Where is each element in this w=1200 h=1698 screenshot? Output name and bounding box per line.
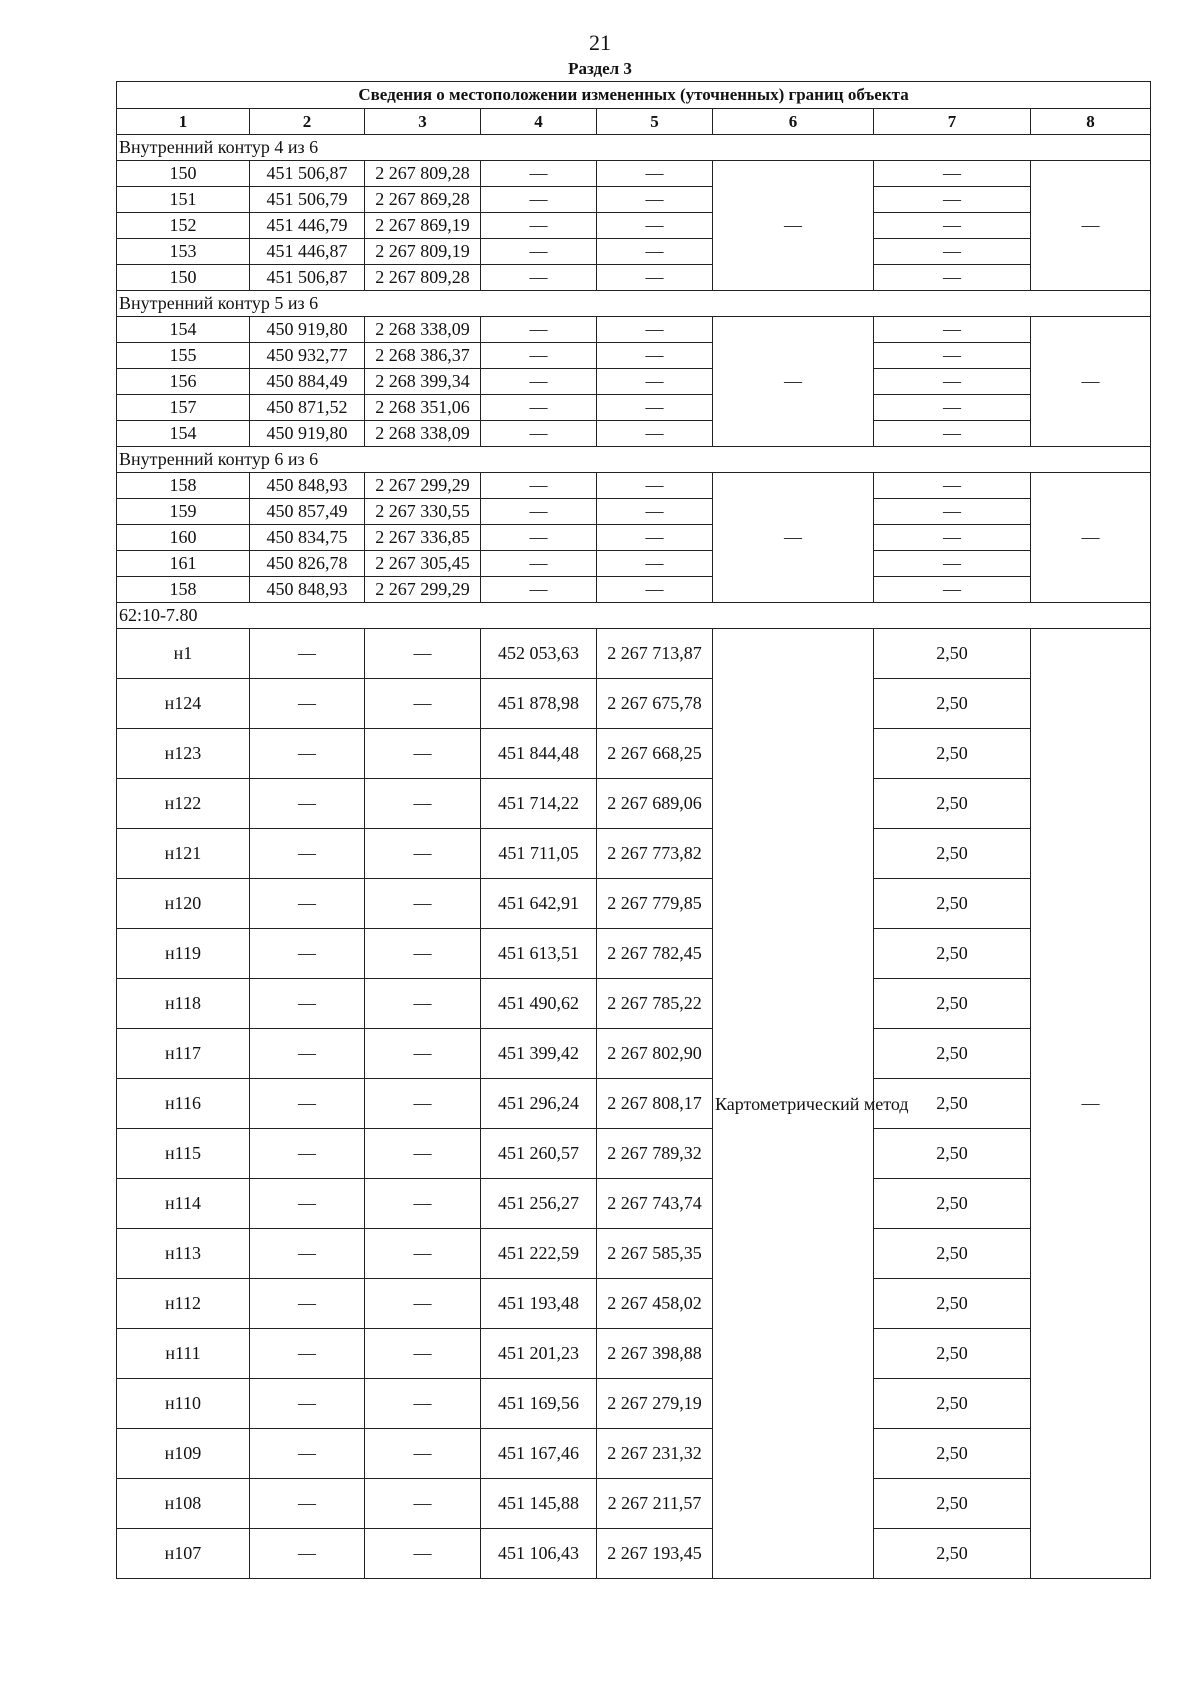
- coordinate-y-existing: 2 267 299,29: [365, 473, 481, 499]
- table-row: [117, 1129, 1151, 1179]
- coordinate-y-new: —: [597, 421, 713, 447]
- table-row: [117, 265, 1151, 291]
- accuracy-cell: —: [874, 577, 1031, 603]
- coordinate-x-new: 451 167,46: [481, 1429, 597, 1479]
- coordinate-y-existing: 2 268 338,09: [365, 317, 481, 343]
- coordinate-x-existing: —: [250, 1129, 365, 1179]
- point-number: н112: [117, 1279, 250, 1329]
- method-cell: —: [713, 473, 874, 603]
- accuracy-cell: —: [874, 473, 1031, 499]
- table-row: [117, 473, 1151, 499]
- accuracy-cell: 2,50: [874, 1379, 1031, 1429]
- point-number: 161: [117, 551, 250, 577]
- coordinate-y-new: 2 267 782,45: [597, 929, 713, 979]
- accuracy-cell: —: [874, 395, 1031, 421]
- coordinate-y-new: 2 267 713,87: [597, 629, 713, 679]
- point-number: 154: [117, 317, 250, 343]
- accuracy-cell: —: [874, 213, 1031, 239]
- section-title: Раздел 3: [568, 59, 632, 78]
- accuracy-cell: —: [874, 551, 1031, 577]
- coordinate-y-new: —: [597, 343, 713, 369]
- table-row: [117, 779, 1151, 829]
- coordinate-y-existing: 2 267 869,19: [365, 213, 481, 239]
- accuracy-cell: 2,50: [874, 1129, 1031, 1179]
- coordinate-x-existing: 450 848,93: [250, 473, 365, 499]
- coordinate-y-new: 2 267 773,82: [597, 829, 713, 879]
- coordinate-x-existing: 450 826,78: [250, 551, 365, 577]
- point-number: н113: [117, 1229, 250, 1279]
- accuracy-cell: —: [874, 265, 1031, 291]
- coordinate-y-new: 2 267 193,45: [597, 1529, 713, 1579]
- coordinate-x-new: —: [481, 161, 597, 187]
- point-number: н1: [117, 629, 250, 679]
- table-row: [117, 317, 1151, 343]
- table-row: [117, 1179, 1151, 1229]
- table-row: [117, 499, 1151, 525]
- coordinate-y-existing: —: [365, 679, 481, 729]
- coordinate-x-new: —: [481, 187, 597, 213]
- accuracy-cell: 2,50: [874, 1329, 1031, 1379]
- accuracy-cell: 2,50: [874, 629, 1031, 679]
- coordinate-x-existing: —: [250, 829, 365, 879]
- method-cell: —: [713, 317, 874, 447]
- accuracy-cell: 2,50: [874, 879, 1031, 929]
- coordinate-x-existing: 450 834,75: [250, 525, 365, 551]
- coordinate-y-existing: 2 268 338,09: [365, 421, 481, 447]
- table-row: [117, 1429, 1151, 1479]
- coordinate-x-existing: —: [250, 979, 365, 1029]
- accuracy-cell: —: [874, 421, 1031, 447]
- coordinate-y-existing: —: [365, 1279, 481, 1329]
- coordinate-x-new: —: [481, 369, 597, 395]
- coordinate-y-new: —: [597, 187, 713, 213]
- coordinate-y-existing: 2 267 869,28: [365, 187, 481, 213]
- description-cell: —: [1031, 161, 1151, 291]
- coordinate-x-new: 451 844,48: [481, 729, 597, 779]
- coordinate-y-existing: —: [365, 1329, 481, 1379]
- coordinate-y-new: 2 267 808,17: [597, 1079, 713, 1129]
- coordinate-x-existing: 450 919,80: [250, 317, 365, 343]
- coordinate-y-existing: 2 267 330,55: [365, 499, 481, 525]
- coordinate-x-existing: —: [250, 779, 365, 829]
- coordinate-y-new: —: [597, 213, 713, 239]
- column-header: 1: [117, 109, 250, 135]
- coordinate-x-new: —: [481, 239, 597, 265]
- coordinate-x-existing: —: [250, 1479, 365, 1529]
- coordinate-y-new: —: [597, 161, 713, 187]
- coordinate-x-new: 451 878,98: [481, 679, 597, 729]
- table-row: [117, 729, 1151, 779]
- coordinate-x-new: 451 296,24: [481, 1079, 597, 1129]
- contour-group-header: [117, 291, 1151, 317]
- coordinate-x-new: —: [481, 577, 597, 603]
- coordinate-y-new: 2 267 785,22: [597, 979, 713, 1029]
- point-number: 156: [117, 369, 250, 395]
- point-number: н111: [117, 1329, 250, 1379]
- coordinate-y-new: —: [597, 551, 713, 577]
- table-body: [117, 82, 1151, 1579]
- coordinate-x-new: 451 399,42: [481, 1029, 597, 1079]
- coordinate-x-existing: 451 446,87: [250, 239, 365, 265]
- point-number: н120: [117, 879, 250, 929]
- accuracy-cell: 2,50: [874, 1229, 1031, 1279]
- coordinate-x-new: 451 714,22: [481, 779, 597, 829]
- coordinate-y-existing: —: [365, 1229, 481, 1279]
- coordinate-x-new: 451 260,57: [481, 1129, 597, 1179]
- coordinate-y-existing: —: [365, 629, 481, 679]
- accuracy-cell: 2,50: [874, 729, 1031, 779]
- coordinate-x-existing: —: [250, 1179, 365, 1229]
- coordinate-x-new: 451 106,43: [481, 1529, 597, 1579]
- coordinate-x-new: —: [481, 213, 597, 239]
- coordinate-y-new: 2 267 668,25: [597, 729, 713, 779]
- coordinate-x-existing: 450 919,80: [250, 421, 365, 447]
- accuracy-cell: 2,50: [874, 1029, 1031, 1079]
- coordinate-y-new: —: [597, 499, 713, 525]
- coordinate-x-existing: 450 871,52: [250, 395, 365, 421]
- coordinate-y-new: 2 267 689,06: [597, 779, 713, 829]
- accuracy-cell: 2,50: [874, 1429, 1031, 1479]
- coordinate-x-existing: —: [250, 1029, 365, 1079]
- coordinate-x-new: —: [481, 395, 597, 421]
- coordinate-y-new: 2 267 458,02: [597, 1279, 713, 1329]
- table-row: [117, 1229, 1151, 1279]
- table-row: [117, 187, 1151, 213]
- accuracy-cell: 2,50: [874, 1529, 1031, 1579]
- table-row: [117, 161, 1151, 187]
- table-row: [117, 239, 1151, 265]
- coordinate-y-existing: —: [365, 779, 481, 829]
- contour-group-header: [117, 447, 1151, 473]
- coordinate-y-existing: —: [365, 1429, 481, 1479]
- coordinate-x-existing: —: [250, 729, 365, 779]
- accuracy-cell: 2,50: [874, 779, 1031, 829]
- point-number: 160: [117, 525, 250, 551]
- coordinate-x-existing: —: [250, 1379, 365, 1429]
- coordinate-y-new: —: [597, 317, 713, 343]
- boundary-table: [116, 81, 1151, 1579]
- coordinate-y-new: —: [597, 525, 713, 551]
- table-row: [117, 551, 1151, 577]
- point-number: н109: [117, 1429, 250, 1479]
- table-row: [117, 213, 1151, 239]
- table-row: [117, 829, 1151, 879]
- coordinate-x-existing: —: [250, 1329, 365, 1379]
- column-header: 2: [250, 109, 365, 135]
- coordinate-x-existing: 450 857,49: [250, 499, 365, 525]
- coordinate-y-existing: —: [365, 729, 481, 779]
- accuracy-cell: 2,50: [874, 1079, 1031, 1129]
- coordinate-y-existing: —: [365, 829, 481, 879]
- coordinate-x-existing: —: [250, 929, 365, 979]
- table-caption-row: [117, 82, 1151, 109]
- coordinate-x-new: 451 613,51: [481, 929, 597, 979]
- coordinate-x-new: —: [481, 525, 597, 551]
- coordinate-x-existing: —: [250, 879, 365, 929]
- accuracy-cell: 2,50: [874, 929, 1031, 979]
- coordinate-y-new: 2 267 802,90: [597, 1029, 713, 1079]
- table-row: [117, 979, 1151, 1029]
- page-number: 21: [589, 30, 611, 55]
- coordinate-x-existing: —: [250, 679, 365, 729]
- coordinate-y-new: 2 267 585,35: [597, 1229, 713, 1279]
- coordinate-y-existing: 2 267 809,28: [365, 265, 481, 291]
- coordinate-x-existing: 451 446,79: [250, 213, 365, 239]
- coordinate-x-new: —: [481, 421, 597, 447]
- table-row: [117, 1379, 1151, 1429]
- table-row: [117, 369, 1151, 395]
- coordinate-x-existing: —: [250, 1529, 365, 1579]
- coordinate-x-new: 451 201,23: [481, 1329, 597, 1379]
- coordinate-y-new: —: [597, 577, 713, 603]
- coordinate-y-existing: —: [365, 1079, 481, 1129]
- table-row: [117, 1329, 1151, 1379]
- coordinate-y-new: 2 267 743,74: [597, 1179, 713, 1229]
- column-header-row: [117, 109, 1151, 135]
- table-row: [117, 421, 1151, 447]
- column-header: 4: [481, 109, 597, 135]
- contour-label: Внутренний контур 6 из 6: [117, 447, 1151, 473]
- coordinate-y-new: —: [597, 239, 713, 265]
- coordinate-y-new: 2 267 789,32: [597, 1129, 713, 1179]
- point-number: н124: [117, 679, 250, 729]
- coordinate-x-new: —: [481, 551, 597, 577]
- coordinate-x-existing: 451 506,87: [250, 265, 365, 291]
- column-header: 8: [1031, 109, 1151, 135]
- coordinate-y-existing: 2 268 386,37: [365, 343, 481, 369]
- point-number: н107: [117, 1529, 250, 1579]
- column-header: 7: [874, 109, 1031, 135]
- coordinate-y-new: —: [597, 473, 713, 499]
- coordinate-x-existing: —: [250, 1279, 365, 1329]
- coordinate-y-existing: —: [365, 979, 481, 1029]
- description-cell: —: [1031, 473, 1151, 603]
- coordinate-y-existing: 2 267 809,19: [365, 239, 481, 265]
- coordinate-y-existing: 2 268 399,34: [365, 369, 481, 395]
- coordinate-x-existing: 451 506,87: [250, 161, 365, 187]
- coordinate-x-new: 451 222,59: [481, 1229, 597, 1279]
- table-row: [117, 1279, 1151, 1329]
- contour-label: Внутренний контур 4 из 6: [117, 135, 1151, 161]
- point-number: 158: [117, 473, 250, 499]
- coordinate-x-new: —: [481, 473, 597, 499]
- point-number: н121: [117, 829, 250, 879]
- coordinate-y-existing: —: [365, 929, 481, 979]
- table-row: [117, 929, 1151, 979]
- coordinate-x-existing: —: [250, 1079, 365, 1129]
- method-cell: —: [713, 161, 874, 291]
- accuracy-cell: —: [874, 499, 1031, 525]
- coordinate-y-existing: —: [365, 1129, 481, 1179]
- coordinate-x-new: 451 169,56: [481, 1379, 597, 1429]
- coordinate-x-new: 452 053,63: [481, 629, 597, 679]
- point-number: 150: [117, 265, 250, 291]
- accuracy-cell: —: [874, 343, 1031, 369]
- column-header: 3: [365, 109, 481, 135]
- accuracy-cell: —: [874, 317, 1031, 343]
- accuracy-cell: —: [874, 239, 1031, 265]
- coordinate-x-new: —: [481, 499, 597, 525]
- coordinate-y-existing: 2 267 299,29: [365, 577, 481, 603]
- table-caption: Сведения о местоположении измененных (уточненных) границ объекта: [117, 82, 1151, 109]
- column-header: 6: [713, 109, 874, 135]
- point-number: н122: [117, 779, 250, 829]
- coordinate-y-new: —: [597, 395, 713, 421]
- coordinate-y-existing: 2 267 336,85: [365, 525, 481, 551]
- coordinate-x-existing: —: [250, 629, 365, 679]
- coordinate-y-existing: —: [365, 1529, 481, 1579]
- point-number: 152: [117, 213, 250, 239]
- contour-label: Внутренний контур 5 из 6: [117, 291, 1151, 317]
- table-row: [117, 577, 1151, 603]
- coordinate-y-new: 2 267 211,57: [597, 1479, 713, 1529]
- coordinate-y-existing: —: [365, 1379, 481, 1429]
- coordinate-y-new: 2 267 231,32: [597, 1429, 713, 1479]
- coordinate-x-existing: —: [250, 1229, 365, 1279]
- accuracy-cell: 2,50: [874, 1279, 1031, 1329]
- table-row: [117, 1029, 1151, 1079]
- coordinate-y-existing: 2 268 351,06: [365, 395, 481, 421]
- accuracy-cell: 2,50: [874, 679, 1031, 729]
- point-number: 157: [117, 395, 250, 421]
- accuracy-cell: —: [874, 187, 1031, 213]
- accuracy-cell: 2,50: [874, 1479, 1031, 1529]
- table-row: [117, 1479, 1151, 1529]
- coordinate-x-new: —: [481, 265, 597, 291]
- coordinate-y-new: —: [597, 369, 713, 395]
- coordinate-x-new: 451 711,05: [481, 829, 597, 879]
- parcel-label: 62:10-7.80: [117, 603, 1151, 629]
- point-number: н117: [117, 1029, 250, 1079]
- point-number: н108: [117, 1479, 250, 1529]
- accuracy-cell: 2,50: [874, 979, 1031, 1029]
- coordinate-x-new: 451 256,27: [481, 1179, 597, 1229]
- coordinate-y-new: —: [597, 265, 713, 291]
- accuracy-cell: 2,50: [874, 1179, 1031, 1229]
- point-number: 153: [117, 239, 250, 265]
- point-number: н110: [117, 1379, 250, 1429]
- coordinate-x-new: —: [481, 317, 597, 343]
- table-row: [117, 1079, 1151, 1129]
- coordinate-y-new: 2 267 279,19: [597, 1379, 713, 1429]
- coordinate-x-new: 451 193,48: [481, 1279, 597, 1329]
- point-number: н118: [117, 979, 250, 1029]
- coordinate-y-new: 2 267 675,78: [597, 679, 713, 729]
- coordinate-x-existing: 450 932,77: [250, 343, 365, 369]
- table-row: [117, 679, 1151, 729]
- coordinate-y-existing: —: [365, 1179, 481, 1229]
- coordinate-x-existing: 451 506,79: [250, 187, 365, 213]
- point-number: н115: [117, 1129, 250, 1179]
- coordinate-x-existing: 450 884,49: [250, 369, 365, 395]
- table-row: [117, 525, 1151, 551]
- coordinate-x-new: 451 642,91: [481, 879, 597, 929]
- coordinate-x-existing: —: [250, 1429, 365, 1479]
- method-cell: Картометрический метод: [713, 629, 874, 1579]
- contour-group-header: [117, 135, 1151, 161]
- accuracy-cell: 2,50: [874, 829, 1031, 879]
- description-cell: —: [1031, 629, 1151, 1579]
- coordinate-x-new: —: [481, 343, 597, 369]
- accuracy-cell: —: [874, 161, 1031, 187]
- coordinate-x-new: 451 145,88: [481, 1479, 597, 1529]
- accuracy-cell: —: [874, 369, 1031, 395]
- point-number: н123: [117, 729, 250, 779]
- point-number: н114: [117, 1179, 250, 1229]
- point-number: н119: [117, 929, 250, 979]
- coordinate-x-existing: 450 848,93: [250, 577, 365, 603]
- coordinate-x-new: 451 490,62: [481, 979, 597, 1029]
- point-number: 155: [117, 343, 250, 369]
- point-number: 158: [117, 577, 250, 603]
- coordinate-y-existing: 2 267 809,28: [365, 161, 481, 187]
- table-row: [117, 343, 1151, 369]
- table-row: [117, 879, 1151, 929]
- table-row: [117, 629, 1151, 679]
- coordinate-y-existing: —: [365, 879, 481, 929]
- point-number: 150: [117, 161, 250, 187]
- point-number: 151: [117, 187, 250, 213]
- table-row: [117, 1529, 1151, 1579]
- table-row: [117, 395, 1151, 421]
- parcel-header-row: [117, 603, 1151, 629]
- coordinate-y-existing: —: [365, 1479, 481, 1529]
- coordinate-y-new: 2 267 779,85: [597, 879, 713, 929]
- point-number: 159: [117, 499, 250, 525]
- column-header: 5: [597, 109, 713, 135]
- point-number: н116: [117, 1079, 250, 1129]
- coordinate-y-new: 2 267 398,88: [597, 1329, 713, 1379]
- description-cell: —: [1031, 317, 1151, 447]
- coordinate-y-existing: —: [365, 1029, 481, 1079]
- accuracy-cell: —: [874, 525, 1031, 551]
- point-number: 154: [117, 421, 250, 447]
- coordinate-y-existing: 2 267 305,45: [365, 551, 481, 577]
